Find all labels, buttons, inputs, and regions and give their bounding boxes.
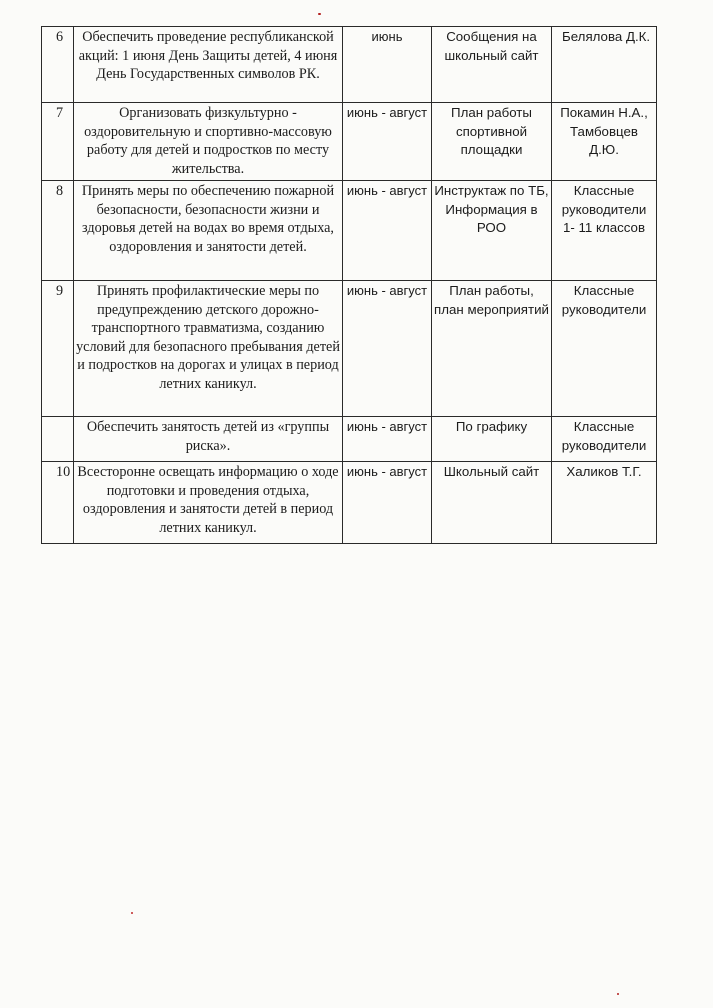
responsible-cell: Классные руководители [552,281,657,417]
table-row [42,281,657,417]
table-row [42,417,657,462]
date-cell: июнь - август [343,181,432,281]
date-cell: июнь - август [343,417,432,462]
task-cell: Обеспечить занятость детей из «группы риска». [74,417,343,462]
form-cell: План работы, план мероприятий [432,281,552,417]
row-number: 8 [42,181,74,281]
date-cell: июнь [343,27,432,103]
table-row [42,462,657,544]
scan-mark [617,993,619,995]
row-number: 9 [42,281,74,417]
row-number: 6 [42,27,74,103]
scan-mark [318,13,321,15]
responsible-cell: Классные руководители [552,417,657,462]
row-number [42,417,74,462]
row-number: 7 [42,103,74,181]
task-cell: Принять меры по обеспечению пожарной безопасности, безопасности жизни и здоровья детей на водах во время отдыха, оздоровления и занятости детей. [74,181,343,281]
table-row [42,181,657,281]
form-cell: План работы спортивной площадки [432,103,552,181]
form-cell: Школьный сайт [432,462,552,544]
table-row [42,103,657,181]
task-cell: Организовать физкультурно - оздоровительную и спортивно-массовую работу для детей и подростков по месту жительства. [74,103,343,181]
date-cell: июнь - август [343,462,432,544]
date-cell: июнь - август [343,103,432,181]
form-cell: Сообщения на школьный сайт [432,27,552,103]
row-number: 10 [42,462,74,544]
task-cell: Обеспечить проведение республиканской акций: 1 июня День Защиты детей, 4 июня День Государственных символов РК. [74,27,343,103]
responsible-cell: Халиков Т.Г. [552,462,657,544]
form-cell: Инструктаж по ТБ, Информация в РОО [432,181,552,281]
scan-mark [131,912,133,914]
responsible-cell: Белялова Д.К. [552,27,657,103]
task-cell: Принять профилактические меры по предупреждению детского дорожно-транспортного травматизма, созданию условий для безопасного пребывания детей и подростков на дорогах и улицах в период летних каникул. [74,281,343,417]
form-cell: По графику [432,417,552,462]
task-cell: Всесторонне освещать информацию о ходе подготовки и проведения отдыха, оздоровления и занятости детей в период летних каникул. [74,462,343,544]
responsible-cell: Классные руководители 1- 11 классов [552,181,657,281]
responsible-cell: Покамин Н.А., Тамбовцев Д.Ю. [552,103,657,181]
table-row [42,27,657,103]
date-cell: июнь - август [343,281,432,417]
plan-table [41,26,657,544]
